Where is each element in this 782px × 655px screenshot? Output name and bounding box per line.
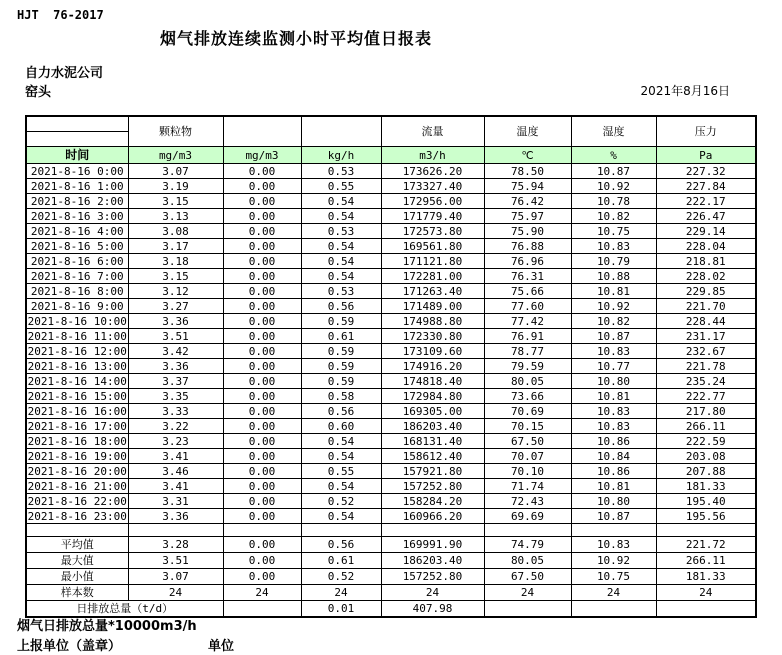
value-cell: 195.40	[656, 494, 756, 509]
time-cell: 2021-8-16 11:00	[27, 329, 127, 343]
value-cell: 3.41	[128, 449, 223, 464]
value-cell: 0.54	[301, 239, 381, 254]
value-cell: 173109.60	[381, 344, 484, 359]
value-cell: 70.69	[484, 404, 571, 419]
summary-value-cell: 0.52	[301, 569, 381, 585]
summary-value-cell: 10.92	[571, 553, 656, 569]
units-row	[26, 147, 756, 164]
value-cell: 0.00	[223, 179, 301, 194]
value-cell: 0.00	[223, 434, 301, 449]
value-cell: 0.00	[223, 494, 301, 509]
value-cell: 78.50	[484, 164, 571, 179]
unit-celsius: ℃	[484, 147, 571, 164]
value-cell: 232.67	[656, 344, 756, 359]
summary-row	[26, 585, 756, 601]
value-cell: 0.53	[301, 164, 381, 179]
time-cell: 2021-8-16 12:00	[27, 344, 127, 358]
empty-cell	[381, 524, 484, 537]
value-cell: 10.86	[571, 464, 656, 479]
value-cell: 172573.80	[381, 224, 484, 239]
value-cell: 231.17	[656, 329, 756, 344]
value-cell: 0.54	[301, 449, 381, 464]
value-cell: 0.53	[301, 284, 381, 299]
table-row	[26, 299, 756, 314]
value-cell: 0.00	[223, 209, 301, 224]
value-cell: 157921.80	[381, 464, 484, 479]
summary-label: 平均值	[26, 537, 128, 553]
summary-value-cell: 3.07	[128, 569, 223, 585]
table-row	[26, 329, 756, 344]
value-cell: 174988.80	[381, 314, 484, 329]
summary-value-cell: 24	[301, 585, 381, 601]
value-cell: 203.08	[656, 449, 756, 464]
value-cell: 0.59	[301, 344, 381, 359]
time-cell: 2021-8-16 0:00	[26, 164, 128, 179]
value-cell: 3.42	[128, 344, 223, 359]
time-cell: 2021-8-16 7:00	[26, 269, 128, 284]
value-cell: 70.10	[484, 464, 571, 479]
unit-label: 单位	[208, 639, 235, 654]
value-cell: 172956.00	[381, 194, 484, 209]
unit-mg-m3-a: mg/m3	[128, 147, 223, 164]
value-cell: 0.00	[223, 359, 301, 374]
table-row	[26, 494, 756, 509]
summary-value-cell: 10.75	[571, 569, 656, 585]
time-cell: 2021-8-16 17:00	[27, 419, 127, 433]
value-cell: 75.97	[484, 209, 571, 224]
value-cell: 3.37	[128, 374, 223, 389]
time-cell: 2021-8-16 22:00	[27, 494, 127, 508]
summary-value-cell: 0.56	[301, 537, 381, 553]
empty-cell	[484, 524, 571, 537]
value-cell: 158612.40	[381, 449, 484, 464]
value-cell: 0.59	[301, 314, 381, 329]
value-cell: 3.12	[128, 284, 223, 299]
value-cell: 0.56	[301, 299, 381, 314]
value-cell: 228.04	[656, 239, 756, 254]
value-cell: 0.00	[223, 269, 301, 284]
value-cell: 0.55	[301, 464, 381, 479]
summary-value-cell: 24	[128, 585, 223, 601]
value-cell: 10.83	[571, 344, 656, 359]
value-cell: 3.15	[128, 269, 223, 284]
unit-m3-h: m3/h	[381, 147, 484, 164]
value-cell: 0.55	[301, 179, 381, 194]
summary-value-cell: 186203.40	[381, 553, 484, 569]
time-cell: 2021-8-16 15:00	[27, 389, 127, 403]
empty-cell	[301, 524, 381, 537]
time-cell: 2021-8-16 5:00	[26, 239, 128, 254]
summary-value-cell: 0.61	[301, 553, 381, 569]
time-cell: 2021-8-16 4:00	[26, 224, 128, 239]
summary-value-cell: 24	[656, 585, 756, 601]
value-cell: 10.83	[571, 404, 656, 419]
table-body	[26, 164, 756, 618]
value-cell: 229.85	[656, 284, 756, 299]
value-cell: 10.83	[571, 419, 656, 434]
time-cell: 2021-8-16 20:00	[27, 464, 127, 478]
value-cell: 226.47	[656, 209, 756, 224]
summary-value-cell: 80.05	[484, 553, 571, 569]
value-cell: 0.00	[223, 164, 301, 179]
time-cell: 2021-8-16 3:00	[26, 209, 128, 224]
value-cell: 10.81	[571, 284, 656, 299]
value-cell: 186203.40	[381, 419, 484, 434]
value-cell: 79.59	[484, 359, 571, 374]
table-row	[26, 359, 756, 374]
value-cell: 172330.80	[381, 329, 484, 344]
value-cell: 0.00	[223, 509, 301, 524]
value-cell: 0.54	[301, 434, 381, 449]
summary-value-cell: 3.28	[128, 537, 223, 553]
value-cell: 3.19	[128, 179, 223, 194]
value-cell: 75.94	[484, 179, 571, 194]
value-cell: 0.56	[301, 404, 381, 419]
value-cell: 228.44	[656, 314, 756, 329]
daily-total-value-cell	[484, 601, 571, 618]
time-cell: 2021-8-16 19:00	[27, 449, 127, 463]
value-cell: 10.84	[571, 449, 656, 464]
value-cell: 0.54	[301, 479, 381, 494]
empty-cell	[571, 524, 656, 537]
summary-value-cell: 0.00	[223, 553, 301, 569]
value-cell: 0.00	[223, 389, 301, 404]
value-cell: 217.80	[656, 404, 756, 419]
value-cell: 221.70	[656, 299, 756, 314]
value-cell: 222.77	[656, 389, 756, 404]
value-cell: 0.00	[223, 449, 301, 464]
summary-value-cell: 24	[223, 585, 301, 601]
value-cell: 10.77	[571, 359, 656, 374]
value-cell: 172984.80	[381, 389, 484, 404]
value-cell: 10.80	[571, 374, 656, 389]
value-cell: 0.54	[301, 194, 381, 209]
table-row	[26, 314, 756, 329]
col-header-empty-1	[223, 116, 301, 147]
value-cell: 10.83	[571, 239, 656, 254]
value-cell: 76.96	[484, 254, 571, 269]
summary-label: 最大值	[26, 553, 128, 569]
value-cell: 0.53	[301, 224, 381, 239]
value-cell: 174818.40	[381, 374, 484, 389]
value-cell: 78.77	[484, 344, 571, 359]
unit-kg-h: kg/h	[301, 147, 381, 164]
table-row	[26, 164, 756, 179]
col-header-empty-2	[301, 116, 381, 147]
table-row	[26, 389, 756, 404]
empty-cell	[656, 524, 756, 537]
value-cell: 168131.40	[381, 434, 484, 449]
value-cell: 75.90	[484, 224, 571, 239]
empty-cell	[128, 524, 223, 537]
value-cell: 10.75	[571, 224, 656, 239]
time-cell: 2021-8-16 1:00	[26, 179, 128, 194]
value-cell: 0.58	[301, 389, 381, 404]
time-cell: 2021-8-16 9:00	[26, 299, 128, 314]
value-cell: 0.60	[301, 419, 381, 434]
value-cell: 10.79	[571, 254, 656, 269]
time-cell: 2021-8-16 21:00	[27, 479, 127, 493]
summary-value-cell: 10.83	[571, 537, 656, 553]
value-cell: 3.22	[128, 419, 223, 434]
value-cell: 3.17	[128, 239, 223, 254]
summary-row	[26, 553, 756, 569]
value-cell: 0.54	[301, 254, 381, 269]
table-row	[26, 344, 756, 359]
value-cell: 0.00	[223, 194, 301, 209]
value-cell: 3.51	[128, 329, 223, 344]
value-cell: 207.88	[656, 464, 756, 479]
value-cell: 0.54	[301, 269, 381, 284]
value-cell: 3.36	[128, 314, 223, 329]
table-row	[26, 434, 756, 449]
value-cell: 218.81	[656, 254, 756, 269]
value-cell: 181.33	[656, 479, 756, 494]
value-cell: 171779.40	[381, 209, 484, 224]
value-cell: 67.50	[484, 434, 571, 449]
col-header-temperature: 温度	[484, 116, 571, 147]
value-cell: 0.00	[223, 479, 301, 494]
table-row	[26, 179, 756, 194]
col-header-flow: 流量	[381, 116, 484, 147]
summary-row	[26, 569, 756, 585]
value-cell: 0.52	[301, 494, 381, 509]
value-cell: 3.31	[128, 494, 223, 509]
value-cell: 172281.00	[381, 269, 484, 284]
value-cell: 71.74	[484, 479, 571, 494]
summary-value-cell: 24	[381, 585, 484, 601]
empty-cell	[223, 524, 301, 537]
value-cell: 0.61	[301, 329, 381, 344]
doc-standard-code: HJT 76-2017	[17, 8, 104, 22]
daily-total-value-cell: 0.01	[301, 601, 381, 618]
time-cell: 2021-8-16 10:00	[27, 314, 127, 328]
value-cell: 222.17	[656, 194, 756, 209]
report-date: 2021年8月16日	[640, 84, 730, 98]
summary-value-cell: 24	[484, 585, 571, 601]
value-cell: 235.24	[656, 374, 756, 389]
value-cell: 222.59	[656, 434, 756, 449]
group-header-row	[26, 116, 756, 132]
value-cell: 10.81	[571, 479, 656, 494]
value-cell: 3.41	[128, 479, 223, 494]
value-cell: 73.66	[484, 389, 571, 404]
value-cell: 72.43	[484, 494, 571, 509]
col-header-pressure: 压力	[656, 116, 756, 147]
table-row	[26, 194, 756, 209]
flow-total-note: 烟气日排放总量*10000m3/h	[17, 619, 197, 634]
table-row	[26, 374, 756, 389]
value-cell: 158284.20	[381, 494, 484, 509]
table-header	[26, 116, 756, 164]
company-name: 自力水泥公司	[25, 66, 104, 81]
value-cell: 174916.20	[381, 359, 484, 374]
value-cell: 10.86	[571, 434, 656, 449]
summary-value-cell: 0.00	[223, 537, 301, 553]
value-cell: 77.42	[484, 314, 571, 329]
value-cell: 0.54	[301, 509, 381, 524]
time-cell: 2021-8-16 2:00	[26, 194, 128, 209]
value-cell: 3.27	[128, 299, 223, 314]
value-cell: 3.36	[128, 359, 223, 374]
value-cell: 3.13	[128, 209, 223, 224]
value-cell: 229.14	[656, 224, 756, 239]
value-cell: 10.92	[571, 299, 656, 314]
summary-value-cell: 24	[571, 585, 656, 601]
time-cell: 2021-8-16 14:00	[27, 374, 127, 388]
summary-value-cell: 157252.80	[381, 569, 484, 585]
value-cell: 76.42	[484, 194, 571, 209]
time-column-label: 时间	[26, 147, 128, 164]
table-row	[26, 284, 756, 299]
value-cell: 10.80	[571, 494, 656, 509]
value-cell: 70.15	[484, 419, 571, 434]
table-row	[26, 404, 756, 419]
value-cell: 0.00	[223, 314, 301, 329]
value-cell: 173626.20	[381, 164, 484, 179]
value-cell: 3.18	[128, 254, 223, 269]
value-cell: 266.11	[656, 419, 756, 434]
table-row	[26, 254, 756, 269]
table-row	[26, 509, 756, 524]
value-cell: 228.02	[656, 269, 756, 284]
summary-value-cell: 3.51	[128, 553, 223, 569]
table-row	[26, 449, 756, 464]
page-title: 烟气排放连续监测小时平均值日报表	[160, 29, 433, 48]
daily-total-value-cell: 407.98	[381, 601, 484, 618]
summary-value-cell: 67.50	[484, 569, 571, 585]
value-cell: 0.54	[301, 209, 381, 224]
time-cell: 2021-8-16 8:00	[26, 284, 128, 299]
value-cell: 10.78	[571, 194, 656, 209]
value-cell: 3.23	[128, 434, 223, 449]
value-cell: 157252.80	[381, 479, 484, 494]
report-unit-stamp-label: 上报单位（盖章）	[17, 639, 122, 654]
value-cell: 76.88	[484, 239, 571, 254]
col-header-particulate: 颗粒物	[128, 116, 223, 147]
value-cell: 70.07	[484, 449, 571, 464]
spacer-row	[26, 524, 756, 537]
value-cell: 69.69	[484, 509, 571, 524]
time-cell: 2021-8-16 6:00	[26, 254, 128, 269]
value-cell: 0.00	[223, 374, 301, 389]
value-cell: 3.33	[128, 404, 223, 419]
value-cell: 10.88	[571, 269, 656, 284]
table-row	[26, 419, 756, 434]
value-cell: 3.07	[128, 164, 223, 179]
value-cell: 3.35	[128, 389, 223, 404]
value-cell: 10.82	[571, 209, 656, 224]
value-cell: 227.84	[656, 179, 756, 194]
summary-row	[26, 537, 756, 553]
value-cell: 173327.40	[381, 179, 484, 194]
table-row	[26, 209, 756, 224]
value-cell: 0.00	[223, 419, 301, 434]
time-header-top-cell	[26, 116, 128, 132]
value-cell: 76.91	[484, 329, 571, 344]
summary-value-cell: 74.79	[484, 537, 571, 553]
value-cell: 169561.80	[381, 239, 484, 254]
summary-value-cell: 181.33	[656, 569, 756, 585]
value-cell: 171121.80	[381, 254, 484, 269]
value-cell: 0.00	[223, 404, 301, 419]
summary-value-cell: 221.72	[656, 537, 756, 553]
value-cell: 10.87	[571, 329, 656, 344]
value-cell: 10.87	[571, 164, 656, 179]
time-cell: 2021-8-16 23:00	[27, 509, 127, 523]
value-cell: 227.32	[656, 164, 756, 179]
unit-mg-m3-b: mg/m3	[223, 147, 301, 164]
empty-cell	[26, 524, 128, 537]
unit-pa: Pa	[656, 147, 756, 164]
value-cell: 171263.40	[381, 284, 484, 299]
col-header-humidity: 湿度	[571, 116, 656, 147]
value-cell: 0.00	[223, 254, 301, 269]
value-cell: 0.00	[223, 284, 301, 299]
time-cell: 2021-8-16 16:00	[27, 404, 127, 418]
monitor-point-name: 窑头	[25, 85, 52, 100]
value-cell: 75.66	[484, 284, 571, 299]
value-cell: 160966.20	[381, 509, 484, 524]
value-cell: 195.56	[656, 509, 756, 524]
value-cell: 10.82	[571, 314, 656, 329]
daily-total-value-cell	[571, 601, 656, 618]
value-cell: 3.36	[128, 509, 223, 524]
value-cell: 0.00	[223, 224, 301, 239]
table-row	[26, 464, 756, 479]
daily-total-value-cell	[223, 601, 301, 618]
value-cell: 171489.00	[381, 299, 484, 314]
table-row	[26, 269, 756, 284]
value-cell: 3.46	[128, 464, 223, 479]
value-cell: 0.00	[223, 329, 301, 344]
value-cell: 10.87	[571, 509, 656, 524]
value-cell: 221.78	[656, 359, 756, 374]
value-cell: 0.59	[301, 359, 381, 374]
unit-percent: %	[571, 147, 656, 164]
value-cell: 77.60	[484, 299, 571, 314]
table-row	[26, 239, 756, 254]
summary-value-cell: 266.11	[656, 553, 756, 569]
value-cell: 0.00	[223, 464, 301, 479]
value-cell: 169305.00	[381, 404, 484, 419]
value-cell: 3.08	[128, 224, 223, 239]
daily-total-value-cell	[656, 601, 756, 618]
value-cell: 0.59	[301, 374, 381, 389]
summary-label: 样本数	[26, 585, 128, 601]
summary-value-cell: 169991.90	[381, 537, 484, 553]
time-cell: 2021-8-16 18:00	[27, 434, 127, 448]
report-table	[25, 115, 757, 618]
value-cell: 0.00	[223, 299, 301, 314]
value-cell: 76.31	[484, 269, 571, 284]
value-cell: 0.00	[223, 239, 301, 254]
value-cell: 3.15	[128, 194, 223, 209]
table-row	[26, 224, 756, 239]
value-cell: 0.00	[223, 344, 301, 359]
value-cell: 80.05	[484, 374, 571, 389]
summary-value-cell: 0.00	[223, 569, 301, 585]
table-row	[26, 479, 756, 494]
daily-total-label: 日排放总量（t/d）	[26, 601, 223, 618]
value-cell: 10.81	[571, 389, 656, 404]
summary-label: 最小值	[26, 569, 128, 585]
time-cell: 2021-8-16 13:00	[27, 359, 127, 373]
value-cell: 10.92	[571, 179, 656, 194]
time-header-bottom-cell	[26, 132, 128, 147]
